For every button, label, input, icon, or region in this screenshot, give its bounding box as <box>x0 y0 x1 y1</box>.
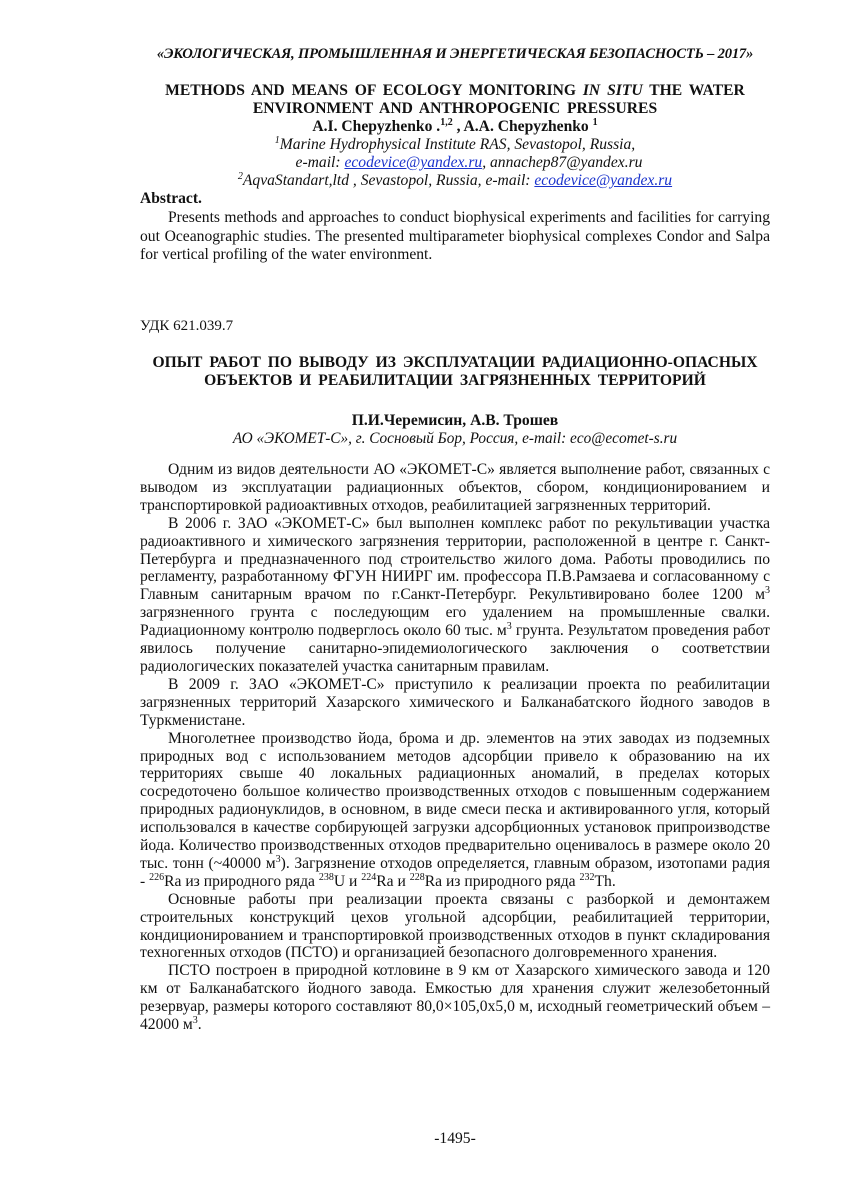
email-label: e-mail: <box>295 154 345 171</box>
text-run: ПСТО построен в природной котловине в 9 км от Хазарского химического завода и 120 км от Балканабатского йодного завода. Емкостью для хранения служит железобетонный резервуар, размеры которого составляют 80,0×105,0х5,0 м, исходный геометрический объем – 42000 м <box>140 962 770 1034</box>
affiliation-1 <box>140 136 770 154</box>
body-paragraph <box>140 962 770 1034</box>
text-run: ). Загрязнение отходов определяется, главным образом, изотопами радия - <box>140 854 770 890</box>
body-paragraph <box>140 676 770 730</box>
title-part: THE WATER ENVIRONMENT AND ANTHROPOGENIC PRESSURES <box>252 82 745 117</box>
aff-sup: 2 <box>237 170 243 182</box>
text-run: Ra и <box>376 872 410 890</box>
affiliation-1-email <box>140 154 770 172</box>
body-paragraph <box>140 891 770 963</box>
text-run: . <box>197 1016 202 1034</box>
text-run: грунта. Результатом проведения работ явилось получение санитарно-эпидемиологического заключения о соответствии радиологических показателей участка санитарным правилам. <box>140 622 770 675</box>
superscript: 224 <box>361 871 377 883</box>
title-part: METHODS AND MEANS OF ECOLOGY MONITORING <box>165 82 583 99</box>
text-run: Основные работы при реализации проекта связаны с разборкой и демонтажем строительных конструкций цехов угольной адсорбции, реабилитацией территории, кондиционированием и транспортировкой производственных отходов в пункт складирования техногенных отходов (ПСТО) и организацией безопасного долговременного хранения. <box>140 890 770 962</box>
author-sup: 1 <box>592 116 598 128</box>
superscript: 238 <box>318 871 334 883</box>
russian-affiliation: АО «ЭКОМЕТ-С», г. Сосновый Бор, Россия, e-mail: eco@ecomet-s.ru <box>232 430 678 447</box>
text-run: В 2006 г. ЗАО «ЭКОМЕТ-С» был выполнен комплекс работ по рекультивации участка радиоактивного и химического загрязнения территории, расположенной в центре г. Санкт-Петербурга и предназначенного под строительство жилого дома. Работы проводились по регламенту, разработанному ФГУН НИИРГ им. профессора П.В.Рамзаева и согласованному с Главным санитарным врачом по г.Санкт-Петербург. Рекультивировано более 1200 м <box>140 514 770 604</box>
aff-text: AqvaStandart,ltd , Sevastopol, Russia, e-mail: <box>242 172 535 189</box>
aff-sup: 1 <box>274 134 280 146</box>
text-run: Ra из природного ряда <box>424 872 580 890</box>
superscript: 3 <box>506 620 512 632</box>
running-header: «ЭКОЛОГИЧЕСКАЯ, ПРОМЫШЛЕННАЯ И ЭНЕРГЕТИЧЕСКАЯ БЕЗОПАСНОСТЬ – 2017» <box>156 46 754 62</box>
email-link[interactable]: ecodevice@yandex.ru <box>534 172 673 189</box>
email-link[interactable]: ecodevice@yandex.ru <box>344 154 483 171</box>
aff-text: Marine Hydrophysical Institute RAS, Sevastopol, Russia, <box>279 136 636 153</box>
author: , A.A. Chepyzhenko <box>452 118 593 135</box>
superscript: 3 <box>765 585 770 597</box>
text-run: загрязненного грунта с последующим его удалением на промышленные свалки. Радиационному контролю подверглось около 60 тыс. м <box>140 604 770 640</box>
title-italic: IN SITU <box>582 82 643 99</box>
abstract-text: Presents methods and approaches to conduct biophysical experiments and facilities for carrying out Oceanographic studies. The presented multiparameter biophysical complexes Condor and Salpa for vertical profiling of the water environment. <box>140 209 770 263</box>
affiliation-2 <box>140 172 770 190</box>
superscript: 228 <box>409 871 425 883</box>
abstract-heading: Abstract. <box>140 190 202 207</box>
russian-authors: П.И.Черемисин, А.В. Трошев <box>351 412 559 429</box>
body-text <box>140 461 770 1034</box>
author: A.I. Chepyzhenko . <box>312 118 441 135</box>
body-paragraph <box>140 515 770 676</box>
text-run: Ra из природного ряда <box>164 872 319 890</box>
body-paragraph <box>140 461 770 515</box>
page-number: -1495- <box>434 1130 476 1147</box>
text-run: Многолетнее производство йода, брома и др. элементов на этих заводах из подземных природных вод с использованием методов адсорбции привело к образованию на их территориях свыше 40 локальных радиационных аномалий, в пределах которых сосредоточено большое количество производственных отходов с повышенным содержанием природных радионуклидов, в основном, в виде смеси песка и активированного угля, который использовался в качестве сорбирующей загрузки адсорбционных установок припроизводстве йода. Количество производственных отходов предварительно оценивалось в размере около 20 тыс. тонн (~40000 м <box>140 729 770 872</box>
superscript: 3 <box>275 853 281 865</box>
superscript: 232 <box>579 871 595 883</box>
superscript: 3 <box>192 1014 198 1026</box>
body-paragraph <box>140 730 770 891</box>
text-run: В 2009 г. ЗАО «ЭКОМЕТ-С» приступило к реализации проекта по реабилитации загрязненных территорий Хазарского химического и Балканабатского йодного заводов в Туркменистане. <box>140 675 770 729</box>
english-authors <box>140 118 770 136</box>
author-sup: 1,2 <box>440 116 453 128</box>
text-run: Th. <box>594 872 616 890</box>
email-text: , annachep87@yandex.ru <box>482 154 643 171</box>
superscript: 226 <box>149 871 165 883</box>
text-run: U и <box>333 872 362 890</box>
english-title <box>140 82 770 118</box>
text-run: Одним из видов деятельности АО «ЭКОМЕТ-С» является выполнение работ, связанных с выводом из эксплуатации радиационных объектов, сбором, кондиционированием и транспортировкой радиоактивных отходов, реабилитацией загрязненных территорий. <box>140 461 770 514</box>
russian-title: ОПЫТ РАБОТ ПО ВЫВОДУ ИЗ ЭКСПЛУАТАЦИИ РАДИАЦИОННО-ОПАСНЫХ ОБЪЕКТОВ И РЕАБИЛИТАЦИИ ЗАГРЯЗНЕННЫХ ТЕРРИТОРИЙ <box>152 354 758 389</box>
udk-code: УДК 621.039.7 <box>140 318 234 334</box>
